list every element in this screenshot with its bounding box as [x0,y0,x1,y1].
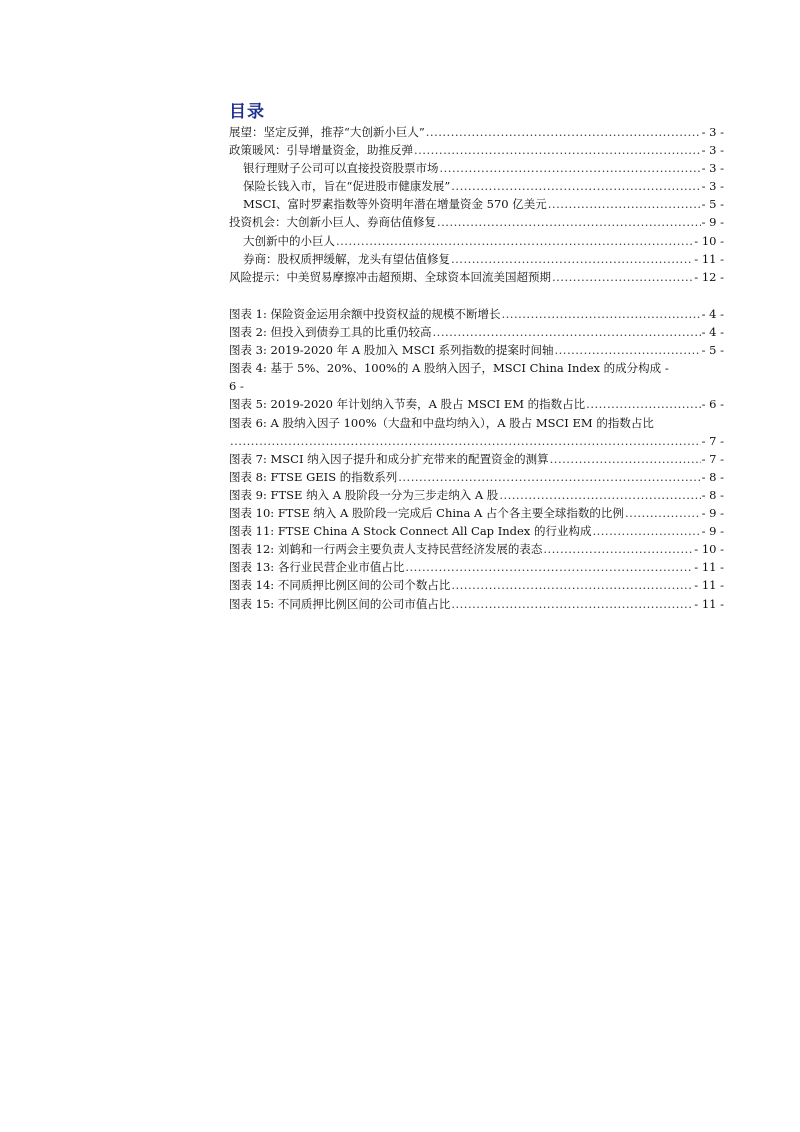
toc-entry-text: 政策暖风：引导增量资金，助推反弹 [229,143,413,158]
toc-entry-page: - 9 - [701,215,724,230]
figure-entry-text: 图表 10: FTSE 纳入 A 股阶段一完成后 China A 占个各主要全球指数的比例 [229,506,624,521]
toc-subentry[interactable] [229,250,724,268]
dot-leader [336,232,693,250]
toc-subentry[interactable] [229,195,724,213]
figure-entry-page: - 8 - [701,469,724,484]
figure-entry[interactable] [229,395,724,413]
figure-entry-text: 图表 15: 不同质押比例区间的公司市值占比 [229,596,451,611]
toc-entry-page: - 10 - [694,233,724,248]
figure-entry-page: - 4 - [701,325,724,340]
toc-entry[interactable] [229,213,724,231]
toc-entry-page: - 12 - [694,269,724,284]
dot-leader [499,486,700,504]
figure-entry-page: - 6 - [701,397,724,412]
figure-entry[interactable] [229,576,724,594]
dot-leader [550,450,701,468]
toc-entry-text: 投资机会：大创新小巨人、券商估值修复 [229,215,436,230]
toc-list [229,123,724,286]
dot-leader [398,468,700,486]
dot-leader [451,250,693,268]
toc-entry-page: - 5 - [701,197,724,212]
figure-entry-text: 图表 3: 2019-2020 年 A 股加入 MSCI 系列指数的提案时间轴 [229,343,554,358]
toc-entry-text: 大创新中的小巨人 [243,233,335,248]
dot-leader [625,504,701,522]
dot-leader [414,141,701,159]
figure-entry-text: 图表 9: FTSE 纳入 A 股阶段一分为三步走纳入 A 股 [229,487,499,502]
dot-leader [552,268,693,286]
dot-leader [437,213,701,231]
figure-list [229,305,724,613]
figure-entry-text: 图表 6: A 股纳入因子 100%（大盘和中盘均纳入），A 股占 MSCI EM 的指数占比 [229,415,654,430]
figure-entry-text: 图表 11: FTSE China A Stock Connect All Cap Index 的行业构成 [229,524,592,539]
figure-entry-page: - 10 - [694,542,724,557]
figure-entry-page: - 9 - [701,506,724,521]
toc-title: 目录 [229,102,265,122]
dot-leader [405,558,693,576]
figure-entry[interactable] [229,414,724,450]
dot-leader [230,432,701,450]
figure-entry[interactable] [229,486,724,504]
figure-entry-page: - 8 - [701,487,724,502]
toc-entry-page: - 11 - [694,251,724,266]
figure-entry[interactable] [229,305,724,323]
figure-entry[interactable] [229,450,724,468]
toc-entry-text: 展望：坚定反弹，推荐“大创新小巨人” [229,125,425,139]
toc-subentry[interactable] [229,232,724,250]
figure-entry-text: 图表 5: 2019-2020 年计划纳入节奏，A 股占 MSCI EM 的指数占比 [229,397,586,412]
figure-entry-page: - 11 - [694,596,724,611]
toc-subentry[interactable] [229,177,724,195]
toc-entry-text: MSCI、富时罗素指数等外资明年潜在增量资金 570 亿美元 [243,197,547,212]
figure-entry[interactable] [229,540,724,558]
figure-entry[interactable] [229,558,724,576]
toc-entry-text: 券商：股权质押缓解，龙头有望估值修复 [243,251,450,266]
dot-leader [502,305,701,323]
figure-entry-text: 图表 14: 不同质押比例区间的公司个数占比 [229,578,451,593]
figure-entry[interactable] [229,522,724,540]
figure-entry[interactable] [229,359,724,395]
figure-entry-page: - 11 - [694,560,724,575]
toc-entry-page: - 3 - [701,143,724,158]
dot-leader [451,177,700,195]
dot-leader [555,341,701,359]
figure-entry-text: 图表 4: 基于 5%、20%、100%的 A 股纳入因子，MSCI China Index 的成分构成 - [229,361,669,376]
figure-entry-page: - 7 - [701,451,724,466]
dot-leader [586,395,700,413]
dot-leader [592,522,700,540]
dot-leader [426,123,701,141]
figure-entry[interactable] [229,504,724,522]
figure-entry-page: - 11 - [694,578,724,593]
figure-entry-page: - 9 - [701,524,724,539]
dot-leader [451,595,693,613]
toc-entry[interactable] [229,268,724,286]
figure-entry-text: 图表 1: 保险资金运用余额中投资权益的规模不断增长 [229,307,501,321]
toc-entry-page: - 3 - [701,125,724,139]
toc-entry-page: - 3 - [701,179,724,194]
figure-entry-text: 图表 13: 各行业民营企业市值占比 [229,560,405,575]
toc-entry-text: 银行理财子公司可以直接投资股票市场 [243,161,439,176]
figure-entry-page: - 5 - [701,343,724,358]
dot-leader [451,576,693,594]
figure-entry-text: 图表 7: MSCI 纳入因子提升和成分扩充带来的配置资金的测算 [229,451,549,466]
figure-entry[interactable] [229,468,724,486]
figure-entry-text: 图表 12: 刘鹤和一行两会主要负责人支持民营经济发展的表态 [229,542,543,557]
figure-entry-page: 6 - [229,379,244,394]
figure-entry-page: - 7 - [701,433,724,448]
figure-entry[interactable] [229,341,724,359]
figure-entry-text: 图表 2: 但投入到债券工具的比重仍较高 [229,325,432,340]
dot-leader [543,540,693,558]
toc-entry-text: 风险提示：中美贸易摩擦冲击超预期、全球资本回流美国超预期 [229,269,551,284]
dot-leader [548,195,701,213]
toc-entry-page: - 3 - [701,161,724,176]
figure-entry-text: 图表 8: FTSE GEIS 的指数系列 [229,469,398,484]
figure-entry[interactable] [229,595,724,613]
dot-leader [433,323,701,341]
figure-entry[interactable] [229,323,724,341]
figure-entry-page: - 4 - [701,307,724,321]
toc-entry[interactable] [229,141,724,159]
toc-subentry[interactable] [229,159,724,177]
toc-entry-text: 保险长钱入市，旨在“促进股市健康发展” [243,179,451,194]
dot-leader [440,159,701,177]
toc-entry[interactable] [229,123,724,141]
